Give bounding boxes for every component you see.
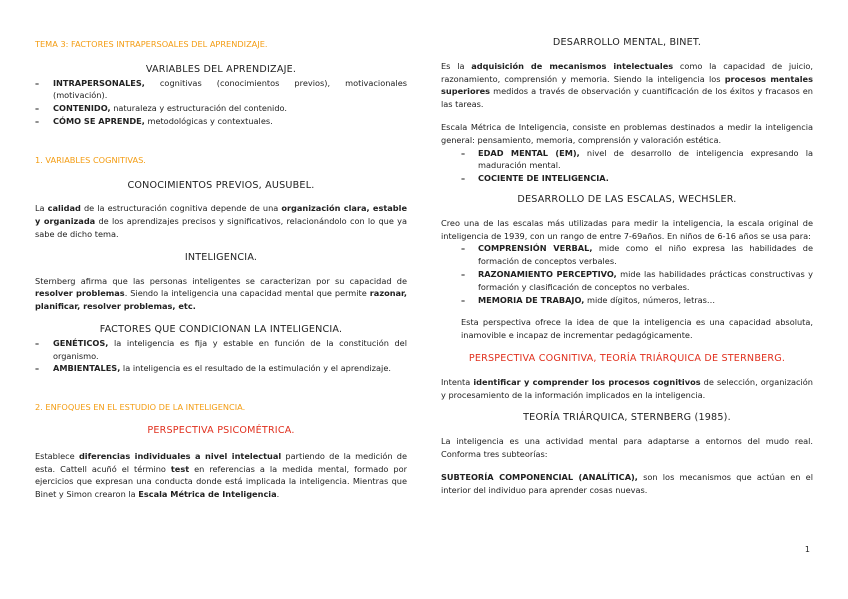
wechsler-heading: DESARROLLO DE LAS ESCALAS, WECHSLER. — [517, 193, 737, 205]
escala-paragraph: Escala Métrica de Inteligencia, consiste en problemas destinados a medir la inteligencia general: pensamiento, memoria, comprensión y valoración estética. — [441, 121, 813, 145]
variables-list — [35, 77, 407, 128]
cognitiva-heading: PERSPECTIVA COGNITIVA, TEORÍA TRIÁRQUICA DE STERNBERG. — [468, 352, 786, 364]
list-item: – EDAD MENTAL (EM), nivel de desarrollo de inteligencia expresando la maduración mental. — [461, 147, 813, 173]
list-item: – COCIENTE DE INTELIGENCIA. — [461, 172, 813, 185]
wechsler-list — [441, 242, 813, 306]
variables-heading: VARIABLES DEL APRENDIZAJE. — [145, 63, 297, 75]
sternberg-paragraph: Sternberg afirma que las personas inteligentes se caracterizan por su capacidad de resolver problemas. Siendo la inteligencia una capacidad mental que permite razonar, planificar, resolver problemas, etc. — [35, 275, 407, 312]
componencial-paragraph: SUBTEORÍA COMPONENCIAL (ANALÍTICA), son los mecanismos que actúan en el interior del individuo para aprender cosas nuevas. — [441, 471, 813, 495]
list-item: – MEMORIA DE TRABAJO, mide dígitos, números, letras… — [461, 294, 813, 307]
list-item: – COMPRENSIÓN VERBAL, mide como el niño expresa las habilidades de formación de conceptos verbales. — [461, 242, 813, 268]
section1-title: 1. VARIABLES COGNITIVAS. — [35, 154, 146, 165]
binet-paragraph: Es la adquisición de mecanismos intelectuales como la capacidad de juicio, razonamiento, comprensión y memoria. Siendo la inteligencia los procesos mentales superiores medidos a través de observación y cuantificación de los éxitos y fracasos en las tareas. — [441, 60, 813, 110]
cognitiva-paragraph: Intenta identificar y comprender los procesos cognitivos de selección, organización y procesamiento de la información implicados en la inteligencia. — [441, 376, 813, 400]
psicometrica-heading: PERSPECTIVA PSICOMÉTRICA. — [147, 424, 295, 436]
triarquica-paragraph: La inteligencia es una actividad mental para adaptarse a entornos del mudo real. Conforma tres subteorías: — [441, 436, 813, 459]
inteligencia-heading: INTELIGENCIA. — [184, 251, 258, 263]
binet-heading: DESARROLLO MENTAL, BINET. — [552, 37, 702, 48]
factores-heading: FACTORES QUE CONDICIONAN LA INTELIGENCIA. — [99, 323, 343, 335]
section2-title: 2. ENFOQUES EN EL ESTUDIO DE LA INTELIGENCIA. — [35, 402, 246, 413]
tema-title: TEMA 3: FACTORES INTRAPERSOALES DEL APRENDIZAJE. — [35, 39, 268, 49]
page-number: 1 — [804, 545, 810, 554]
wechsler-paragraph: Creo una de las escalas más utilizadas para medir la inteligencia, la escala original de inteligencia de 1939, con un rango de entre 7-69años. En niños de 6-16 años se usa para: — [441, 217, 813, 241]
left-column — [35, 38, 407, 501]
triarquica-heading: TEORÍA TRIÁRQUICA, STERNBERG (1985). — [523, 412, 731, 424]
list-item: – CONTENIDO, naturaleza y estructuración del contenido. — [35, 102, 407, 115]
factores-list — [35, 337, 407, 375]
list-item: – GENÉTICOS, la inteligencia es fija y estable en función de la constitución del organismo. — [35, 337, 407, 363]
list-item: – CÓMO SE APRENDE, metodológicas y contextuales. — [35, 115, 407, 128]
escala-list — [441, 147, 813, 185]
ausubel-heading: CONOCIMIENTOS PREVIOS, AUSUBEL. — [127, 179, 315, 191]
list-item: – AMBIENTALES, la inteligencia es el resultado de la estimulación y el aprendizaje. — [35, 362, 407, 375]
ausubel-paragraph: La calidad de la estructuración cognitiva depende de una organización clara, estable y organizada de los aprendizajes precisos y significativos, relacionándolo con lo que ya sabe de dicho tema. — [35, 203, 408, 239]
list-item: – INTRAPERSONALES, cognitivas (conocimientos previos), motivacionales (motivación). — [35, 77, 407, 103]
list-item: – RAZONAMIENTO PERCEPTIVO, mide las habilidades prácticas constructivas y formación y clasificación de conceptos no verbales. — [461, 268, 813, 294]
right-column — [441, 36, 813, 496]
psicometrica-paragraph: Establece diferencias individuales a nivel intelectual partiendo de la medición de esta. Cattell acuñó el término test en referencias a la medida mental, formado por ejercicios que expresan una conducta donde está implicada la inteligencia. Mientras que Binet y Simon crearon la Escala Métrica de Inteligencia. — [35, 450, 407, 500]
perspectiva-paragraph: Esta perspectiva ofrece la idea de que la inteligencia es una capacidad absoluta, inamovible e incapaz de incrementar pedagógicamente. — [461, 317, 813, 341]
